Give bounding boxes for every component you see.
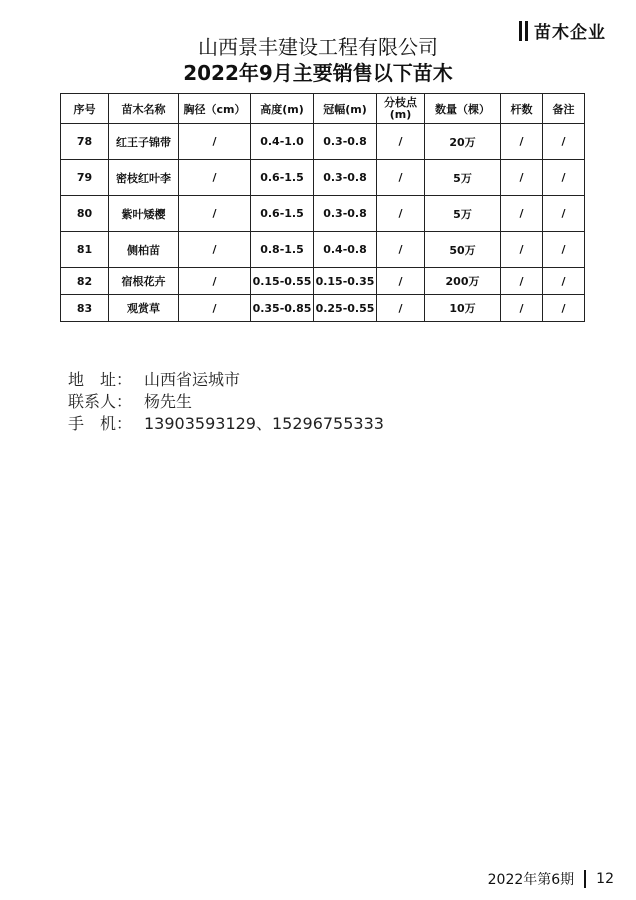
cell-branch-point: / xyxy=(377,268,425,295)
cell-diameter: / xyxy=(179,268,251,295)
col-header-index: 序号 xyxy=(61,94,109,124)
cell-name: 红王子锦带 xyxy=(109,124,179,160)
col-header-remarks: 备注 xyxy=(543,94,585,124)
cell-name: 侧柏苗 xyxy=(109,232,179,268)
section-tag-label: 苗木企业 xyxy=(534,23,606,43)
cell-quantity: 20万 xyxy=(425,124,501,160)
title-block xyxy=(0,34,636,86)
contact-person-label: 联系人： xyxy=(68,392,133,411)
cell-name: 密枝红叶李 xyxy=(109,160,179,196)
cell-crown: 0.3-0.8 xyxy=(314,124,377,160)
cell-quantity: 10万 xyxy=(425,295,501,322)
issue-number: 2022年第6期 xyxy=(487,872,575,888)
address-label: 地 址： xyxy=(68,370,133,389)
cell-name: 紫叶矮樱 xyxy=(109,196,179,232)
cell-remarks: / xyxy=(543,268,585,295)
table-row xyxy=(61,160,585,196)
sales-subtitle: 2022年9月主要销售以下苗木 xyxy=(183,61,453,85)
table-row xyxy=(61,124,585,160)
table-row xyxy=(61,268,585,295)
cell-crown: 0.4-0.8 xyxy=(314,232,377,268)
cell-height: 0.6-1.5 xyxy=(251,160,314,196)
cell-stems: / xyxy=(501,160,543,196)
cell-remarks: / xyxy=(543,295,585,322)
cell-branch-point: / xyxy=(377,160,425,196)
cell-quantity: 50万 xyxy=(425,232,501,268)
table-header-row xyxy=(61,94,585,124)
page-footer xyxy=(488,869,614,889)
col-header-diameter: 胸径（cm） xyxy=(179,94,251,124)
cell-stems: / xyxy=(501,124,543,160)
cell-remarks: / xyxy=(543,196,585,232)
seedling-table xyxy=(60,93,585,322)
phone-label: 手 机： xyxy=(68,414,133,433)
phone-line xyxy=(68,413,384,435)
col-header-stems: 杆数 xyxy=(501,94,543,124)
cell-height: 0.35-0.85 xyxy=(251,295,314,322)
footer-divider xyxy=(584,870,586,888)
cell-diameter: / xyxy=(179,232,251,268)
cell-height: 0.15-0.55 xyxy=(251,268,314,295)
contact-person-value: 杨先生 xyxy=(144,392,193,411)
cell-diameter: / xyxy=(179,160,251,196)
col-header-branch-point: 分枝点(m) xyxy=(377,94,425,124)
cell-remarks: / xyxy=(543,160,585,196)
cell-height: 0.4-1.0 xyxy=(251,124,314,160)
cell-index: 81 xyxy=(61,232,109,268)
cell-stems: / xyxy=(501,268,543,295)
cell-branch-point: / xyxy=(377,295,425,322)
page-number: 12 xyxy=(596,871,614,887)
cell-index: 78 xyxy=(61,124,109,160)
col-header-height: 高度(m) xyxy=(251,94,314,124)
cell-branch-point: / xyxy=(377,232,425,268)
table-row xyxy=(61,196,585,232)
cell-diameter: / xyxy=(179,124,251,160)
cell-index: 83 xyxy=(61,295,109,322)
cell-quantity: 5万 xyxy=(425,160,501,196)
col-header-crown: 冠幅(m) xyxy=(314,94,377,124)
contact-person-line xyxy=(68,391,384,413)
phone-value: 13903593129、15296755333 xyxy=(144,414,384,433)
cell-index: 80 xyxy=(61,196,109,232)
cell-name: 宿根花卉 xyxy=(109,268,179,295)
cell-crown: 0.3-0.8 xyxy=(314,160,377,196)
address-line xyxy=(68,369,384,391)
cell-branch-point: / xyxy=(377,124,425,160)
cell-height: 0.6-1.5 xyxy=(251,196,314,232)
cell-stems: / xyxy=(501,295,543,322)
cell-diameter: / xyxy=(179,196,251,232)
cell-diameter: / xyxy=(179,295,251,322)
col-header-name: 苗木名称 xyxy=(109,94,179,124)
table-row xyxy=(61,295,585,322)
cell-crown: 0.15-0.35 xyxy=(314,268,377,295)
cell-branch-point: / xyxy=(377,196,425,232)
cell-quantity: 5万 xyxy=(425,196,501,232)
cell-stems: / xyxy=(501,232,543,268)
address-value: 山西省运城市 xyxy=(144,370,241,389)
table-row xyxy=(61,232,585,268)
contact-block xyxy=(68,369,384,435)
cell-index: 82 xyxy=(61,268,109,295)
cell-name: 观赏草 xyxy=(109,295,179,322)
col-header-quantity: 数量（棵） xyxy=(425,94,501,124)
cell-crown: 0.25-0.55 xyxy=(314,295,377,322)
cell-index: 79 xyxy=(61,160,109,196)
cell-stems: / xyxy=(501,196,543,232)
cell-quantity: 200万 xyxy=(425,268,501,295)
cell-remarks: / xyxy=(543,232,585,268)
cell-remarks: / xyxy=(543,124,585,160)
cell-crown: 0.3-0.8 xyxy=(314,196,377,232)
cell-height: 0.8-1.5 xyxy=(251,232,314,268)
company-title: 山西景丰建设工程有限公司 xyxy=(198,35,438,59)
